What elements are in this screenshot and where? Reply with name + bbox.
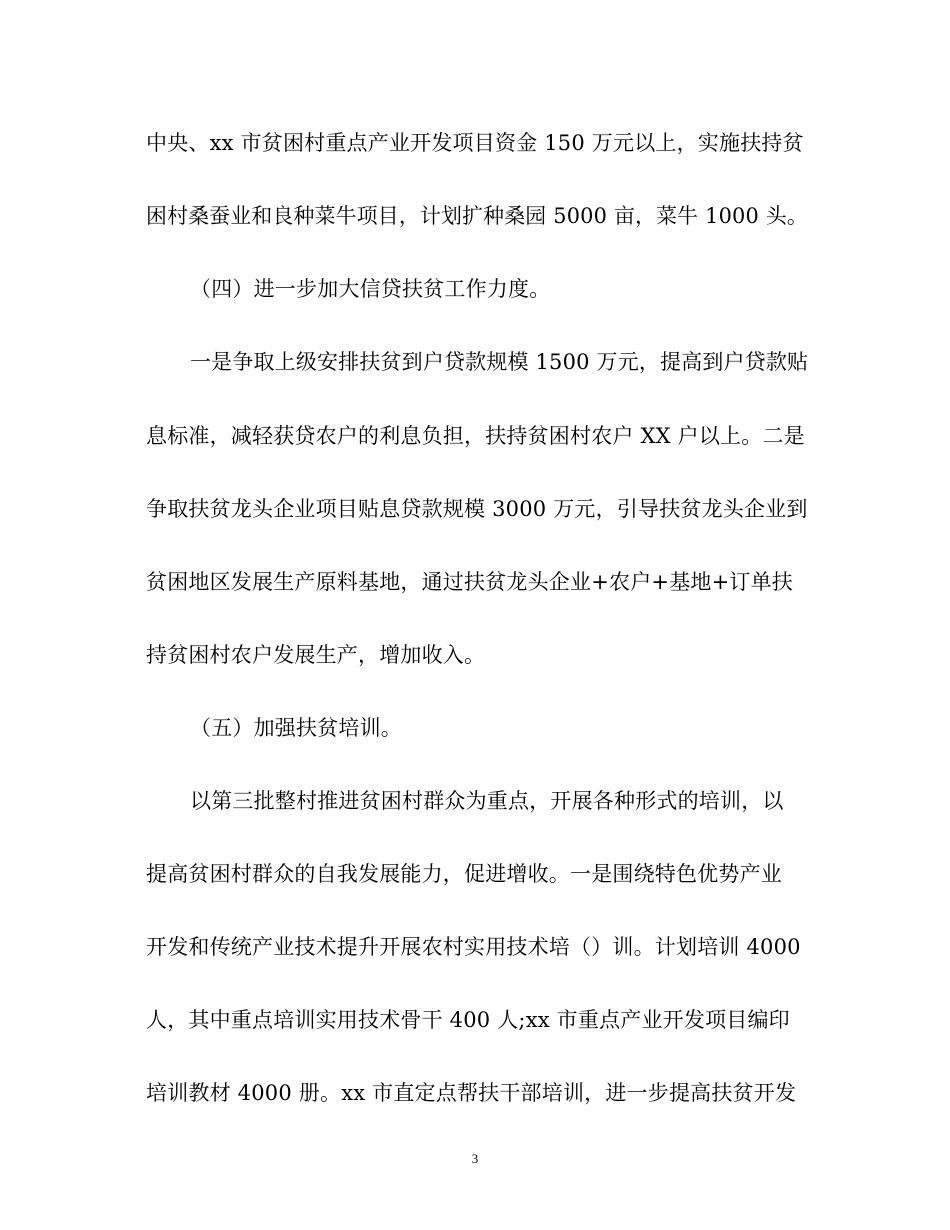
body-text-line: 一是争取上级安排扶贫到户贷款规模 1500 万元，提高到户贷款贴: [190, 350, 809, 374]
section-heading: （五）加强扶贫培训。: [190, 716, 402, 740]
body-text-line: 中央、xx 市贫困村重点产业开发项目资金 150 万元以上，实施扶持贫: [146, 131, 804, 155]
body-text-line: 争取扶贫龙头企业项目贴息贷款规模 3000 万元，引导扶贫龙头企业到: [146, 497, 808, 521]
body-text-line: 持贫困村农户发展生产，增加收入。: [146, 643, 486, 667]
body-text-line: 贫困地区发展生产原料基地，通过扶贫龙头企业+农户+基地+订单扶: [146, 570, 793, 594]
body-text-line: 息标准，减轻获贷农户的利息负担，扶持贫困村农户 XX 户以上。二是: [146, 424, 805, 448]
page-number: 3: [471, 1151, 479, 1166]
section-heading: （四）进一步加大信贷扶贫工作力度。: [190, 277, 551, 301]
body-text-line: 提高贫困村群众的自我发展能力，促进增收。一是围绕特色优势产业: [146, 862, 782, 886]
body-text-line: 困村桑蚕业和良种菜牛项目，计划扩种桑园 5000 亩，菜牛 1000 头。: [146, 204, 809, 228]
body-text-line: 培训教材 4000 册。xx 市直定点帮扶干部培训，进一步提高扶贫开发: [146, 1081, 797, 1105]
body-text-line: 以第三批整村推进贫困村群众为重点，开展各种形式的培训，以: [190, 789, 784, 813]
body-text-line: 开发和传统产业技术提升开展农村实用技术培（）训。计划培训 4000: [146, 935, 801, 959]
body-text-line: 人，其中重点培训实用技术骨干 400 人;xx 市重点产业开发项目编印: [146, 1008, 790, 1032]
